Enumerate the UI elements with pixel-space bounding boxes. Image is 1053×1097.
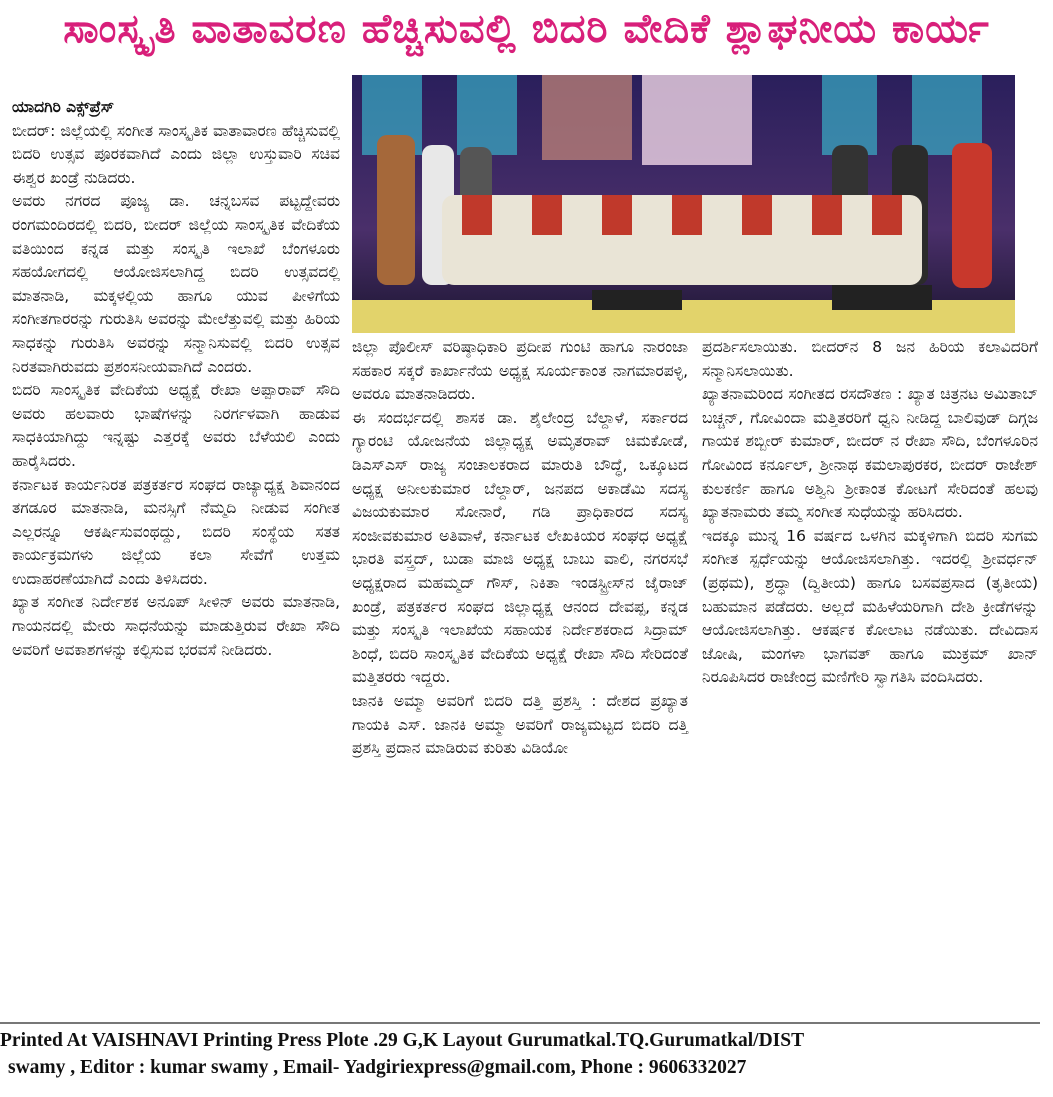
paragraph: ಕರ್ನಾಟಕ ಕಾರ್ಯನಿರತ ಪತ್ರಕರ್ತರ ಸಂಘದ ರಾಜ್ಯಾಧ್ಯಕ್ಷ ಶಿವಾನಂದ ತಗಡೂರ ಮಾತನಾಡಿ, ಮನಸ್ಸಿಗೆ ನೆಮ್ಮದಿ ನೀಡುವ ಸಂಗೀತ ಎಲ್ಲರನ್ನೂ ಆಕರ್ಷಿಸುವಂಥದ್ದು, ಬಿದರಿ ಸಂಸ್ಥೆಯ ಸತತ ಕಾರ್ಯಕ್ರಮಗಳು ಜಿಲ್ಲೆಯ ಕಲಾ ಸೇವೆಗೆ ಉತ್ತಮ ಉದಾಹರಣೆಯಾಗಿದೆ ಎಂದು ತಿಳಿಸಿದರು. — [12, 475, 340, 588]
article-column-2 — [352, 336, 688, 761]
footer-contact-line: swamy , Editor : kumar swamy , Email- Yadgiriexpress@gmail.com, Phone : 9606332027 — [8, 1057, 747, 1078]
paragraph: ಪ್ರದರ್ಶಿಸಲಾಯಿತು. ಬೀದರ್‌ನ 8 ಜನ ಹಿರಿಯ ಕಲಾವಿದರಿಗೆ ಸನ್ಮಾನಿಸಲಾಯಿತು. — [702, 338, 1038, 380]
paragraph: ಜಿಲ್ಲಾ ಪೊಲೀಸ್ ವರಿಷ್ಠಾಧಿಕಾರಿ ಪ್ರದೀಪ ಗುಂಟಿ ಹಾಗೂ ನಾರಂಜಾ ಸಹಕಾರ ಸಕ್ಕರೆ ಕಾರ್ಖಾನೆಯ ಅಧ್ಯಕ್ಷ ಸೂರ್ಯಕಾಂತ ನಾಗಮಾರಪಳ್ಳಿ, ಅವರೂ ಮಾತನಾಡಿದರು. — [352, 338, 688, 404]
byline: ಯಾದಗಿರಿ ಎಕ್ಸ್‌ಪ್ರೆಸ್ — [12, 98, 115, 116]
headline: ಸಾಂಸ್ಕೃತಿ ವಾತಾವರಣ ಹೆಚ್ಚಿಸುವಲ್ಲಿ ಬಿದರಿ ವೇದಿಕೆ ಶ್ಲಾಘನೀಯ ಕಾರ್ಯ — [63, 6, 990, 52]
paragraph: ಅವರು ನಗರದ ಪೂಜ್ಯ ಡಾ. ಚನ್ನಬಸವ ಪಟ್ಟದ್ದೇವರು ರಂಗಮಂದಿರದಲ್ಲಿ ಬಿದರಿ, ಬೀದರ್ ಜಿಲ್ಲೆಯ ಸಾಂಸ್ಕೃತಿಕ ವೇದಿಕೆಯ ವತಿಯಿಂದ ಕನ್ನಡ ಮತ್ತು ಸಂಸ್ಕೃತಿ ಇಲಾಖೆ ಬೆಂಗಳೂರು ಸಹಯೋಗದಲ್ಲಿ ಆಯೋಜಿಸಲಾಗಿದ್ದ ಬಿದರಿ ಉತ್ಸವದಲ್ಲಿ ಮಾತನಾಡಿ, ಮಕ್ಕಳಲ್ಲಿಯ ಹಾಗೂ ಯುವ ಪೀಳಿಗೆಯ ಸಂಗೀತಗಾರರನ್ನು ಗುರುತಿಸಿ ಅವರನ್ನು ಮೇಲೆತ್ತುವಲ್ಲಿ ಮತ್ತು ಹಿರಿಯ ಸಾಧಕನ್ನು ಗುರುತಿಸಿ ಅವರನ್ನು ಸನ್ಮಾನಿಸುವಲ್ಲಿ ಬಿದರಿ ಉತ್ಸವ ನಿರತವಾಗಿರುವದು ಪ್ರಶಂಸನೀಯವಾಗಿದೆ ಎಂದರು. — [12, 192, 340, 376]
footer-divider — [0, 1022, 1040, 1024]
paragraph: ಬೀದರ್: ಜಿಲ್ಲೆಯಲ್ಲಿ ಸಂಗೀತ ಸಾಂಸ್ಕೃತಿಕ ವಾತಾವಾರಣ ಹೆಚ್ಚಿಸುವಲ್ಲಿ ಬಿದರಿ ಉತ್ಸವ ಪೂರಕವಾಗಿದೆ ಎಂದು ಜಿಲ್ಲಾ ಉಸ್ತುವಾರಿ ಸಚಿವ ಈಶ್ವರ ಖಂಡ್ರೆ ನುಡಿದರು. — [12, 121, 340, 187]
paragraph: ಖ್ಯಾತ ಸಂಗೀತ ನಿರ್ದೇಶಕ ಅನೂಪ್ ಸೀಳಿನ್ ಅವರು ಮಾತನಾಡಿ, ಗಾಯನದಲ್ಲಿ ಮೇರು ಸಾಧನೆಯನ್ನು ಮಾಡುತ್ತಿರುವ ರೇಖಾ ಸೌದಿ ಅವರಿಗೆ ಅವಕಾಶಗಳನ್ನು ಕಲ್ಪಿಸುವ ಭರವಸೆ ನೀಡಿದರು. — [12, 593, 340, 659]
paragraph: ಬಿದರಿ ಸಾಂಸ್ಕೃತಿಕ ವೇದಿಕೆಯ ಅಧ್ಯಕ್ಷೆ ರೇಖಾ ಅಪ್ಪಾರಾವ್ ಸೌದಿ ಅವರು ಹಲವಾರು ಭಾಷೆಗಳನ್ನು ನಿರರ್ಗಳವಾಗಿ ಹಾಡುವ ಸಾಧಕಿಯಾಗಿದ್ದು ಇನ್ನಷ್ಟು ಎತ್ತರಕ್ಕೆ ಅವರು ಬೆಳೆಯಲಿ ಎಂದು ಹಾರೈಸಿದರು. — [12, 381, 340, 470]
felicitation-stage-image — [352, 75, 1015, 333]
event-photo — [352, 75, 1015, 333]
paragraph: ಈ ಸಂದರ್ಭದಲ್ಲಿ ಶಾಸಕ ಡಾ. ಶೈಲೇಂದ್ರ ಬೆಲ್ದಾಳೆ, ಸರ್ಕಾರದ ಗ್ಯಾರಂಟಿ ಯೋಜನೆಯ ಜಿಲ್ಲಾಧ್ಯಕ್ಷ ಅಮೃತರಾವ್ ಚಿಮಕೋಡೆ, ಡಿಎಸ್‌ಎಸ್ ರಾಜ್ಯ ಸಂಚಾಲಕರಾದ ಮಾರುತಿ ಬೌದ್ಧೆ, ಒಕ್ಕೂಟದ ಅಧ್ಯಕ್ಷ ಅನೀಲಕುಮಾರ ಬೆಲ್ದಾರ್, ಜನಪದ ಅಕಾಡೆಮಿ ಸದಸ್ಯ ವಿಜಯಕುಮಾರ ಸೋನಾರೆ, ಗಡಿ ಪ್ರಾಧಿಕಾರದ ಸದಸ್ಯ ಸಂಜೀವಕುಮಾರ ಅತಿವಾಳೆ, ಕರ್ನಾಟಕ ಲೇಖಕಿಯರ ಸಂಘಧ ಅಧ್ಯಕ್ಷೆ ಭಾರತಿ ವಸ್ತ್ರದ್, ಬುಡಾ ಮಾಜಿ ಅಧ್ಯಕ್ಷ ಬಾಬು ವಾಲಿ, ನಗರಸಭೆ ಅಧ್ಯಕ್ಷರಾದ ಮಹಮ್ಮದ್ ಗೌಸ್, ನಿಕಿತಾ ಇಂಡಸ್ಟ್ರೀಸ್‌ನ ಜೈರಾಜ್ ಖಂಡ್ರೆ, ಪತ್ರಕರ್ತರ ಸಂಘದ ಜಿಲ್ಲಾಧ್ಯಕ್ಷ ಆನಂದ ದೇವಪ್ಪ, ಕನ್ನಡ ಮತ್ತು ಸಂಸ್ಕೃತಿ ಇಲಾಖೆಯ ಸಹಾಯಕ ನಿರ್ದೇಶಕರಾದ ಸಿದ್ರಾಮ್ ಶಿಂಧೆ, ಬಿದರಿ ಸಾಂಸ್ಕೃತಿಕ ವೇದಿಕೆಯ ಅಧ್ಯಕ್ಷೆ ರೇಖಾ ಸೌದಿ ಸೇರಿದಂತೆ ಮತ್ತಿತರರು ಇದ್ದರು. — [352, 408, 688, 687]
paragraph: ಖ್ಯಾತನಾಮರಿಂದ ಸಂಗೀತದ ರಸದೌತಣ : ಖ್ಯಾತ ಚಿತ್ರನಟ ಅಮಿತಾಬ್ ಬಚ್ಚನ್, ಗೋವಿಂದಾ ಮತ್ತಿತರರಿಗೆ ಧ್ವನಿ ನೀಡಿದ್ದ ಬಾಲಿವುಡ್ ದಿಗ್ಗಜ ಗಾಯಕ ಶಬ್ಬೀರ್ ಕುಮಾರ್, ಬೀದರ್ ನ ರೇಖಾ ಸೌದಿ, ಬೆಂಗಳೂರಿನ ಗೋವಿಂದ ಕರ್ನೂಲ್, ಶ್ರೀನಾಥ ಕಮಲಾಪುರಕರ, ಬೀದರ್ ರಾಜೇಶ್ ಕುಲಕರ್ಣಿ ಹಾಗೂ ಅಶ್ವಿನಿ ಶ್ರೀಕಾಂತ ಕೋಟಗೆ ಸೇರಿದಂತೆ ಹಲವು ಖ್ಯಾತನಾಮರು ತಮ್ಮ ಸಂಗೀತ ಸುಧೆಯನ್ನು ಹರಿಸಿದರು. — [702, 385, 1038, 522]
footer-print-line: Printed At VAISHNAVI Printing Press Plote .29 G,K Layout Gurumatkal.TQ.Gurumatkal/DIST — [0, 1030, 805, 1051]
paragraph: ಇದಕ್ಕೂ ಮುನ್ನ 16 ವರ್ಷದ ಒಳಗಿನ ಮಕ್ಕಳಿಗಾಗಿ ಬಿದರಿ ಸುಗಮ ಸಂಗೀತ ಸ್ಪರ್ಧೆಯನ್ನು ಆಯೋಜಿಸಲಾಗಿತ್ತು. ಇದರಲ್ಲಿ ಶ್ರೀವರ್ಧನ್ (ಪ್ರಥಮ), ಶ್ರದ್ಧಾ (ದ್ವಿತೀಯ) ಹಾಗೂ ಬಸವಪ್ರಸಾದ (ತೃತೀಯ) ಬಹುಮಾನ ಪಡೆದರು. ಅಲ್ಲದೆ ಮಹಿಳೆಯರಿಗಾಗಿ ದೇಶಿ ಕ್ರೀಡೆಗಳನ್ನು ಆಯೋಜಿಸಲಾಗಿತ್ತು. ಆಕರ್ಷಕ ಕೋಲಾಟ ನಡೆಯಿತು. ದೇವಿದಾಸ ಜೋಷಿ, ಮಂಗಳಾ ಭಾಗವತ್ ಹಾಗೂ ಮುಕ್ರಮ್ ಖಾನ್ ನಿರೂಪಿಸಿದರ ರಾಜೇಂದ್ರ ಮಣಿಗೇರಿ ಸ್ವಾಗತಿಸಿ ವಂದಿಸಿದರು. — [702, 526, 1038, 687]
article-column-3 — [702, 336, 1038, 690]
article-column-1 — [12, 96, 340, 662]
paragraph: ಜಾನಕಿ ಅಮ್ಮಾ ಅವರಿಗೆ ಬಿದರಿ ದತ್ತಿ ಪ್ರಶಸ್ತಿ : ದೇಶದ ಪ್ರಖ್ಯಾತ ಗಾಯಕಿ ಎಸ್. ಜಾನಕಿ ಅಮ್ಮಾ ಅವರಿಗೆ ರಾಜ್ಯಮಟ್ಟದ ಬಿದರಿ ದತ್ತಿ ಪ್ರಶಸ್ತಿ ಪ್ರದಾನ ಮಾಡಿರುವ ಕುರಿತು ವಿಡಿಯೋ — [352, 691, 688, 758]
